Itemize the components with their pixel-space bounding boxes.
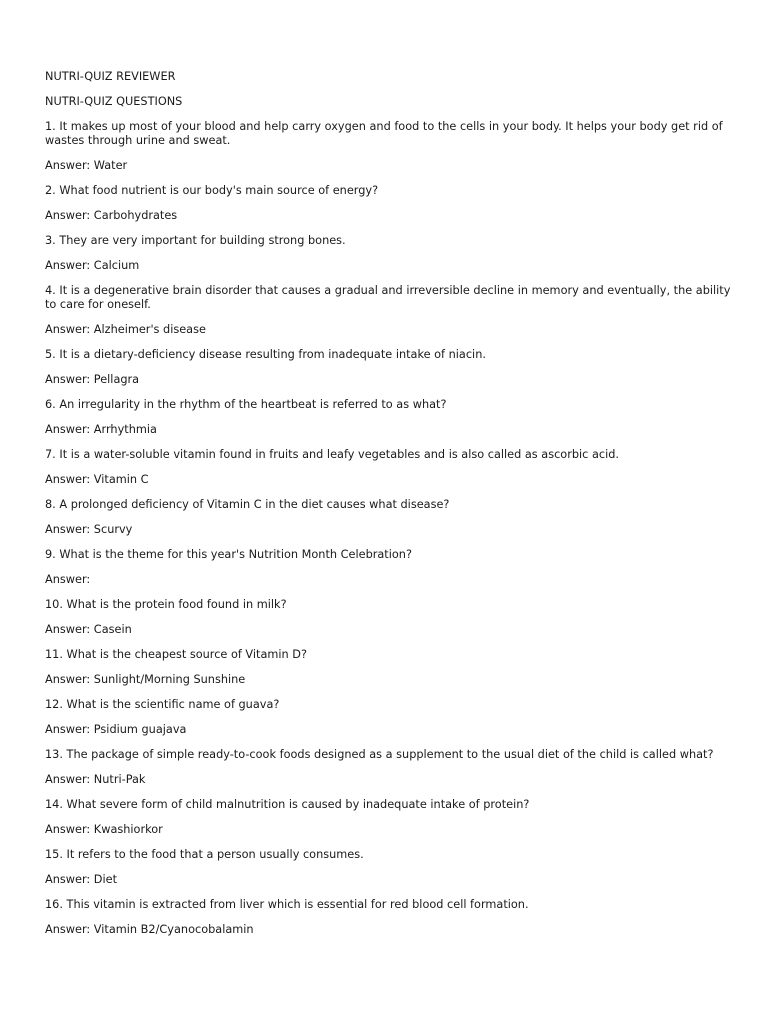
answer-14: Answer: Kwashiorkor xyxy=(45,823,163,836)
answer-13: Answer: Nutri-Pak xyxy=(45,773,146,786)
question-11: 11. What is the cheapest source of Vitamin D? xyxy=(45,648,307,661)
question-7: 7. It is a water-soluble vitamin found in fruits and leafy vegetables and is also called as ascorbic acid. xyxy=(45,448,620,461)
answer-11: Answer: Sunlight/Morning Sunshine xyxy=(45,673,246,686)
question-14: 14. What severe form of child malnutrition is caused by inadequate intake of protein? xyxy=(45,798,530,811)
question-5: 5. It is a dietary-deficiency disease resulting from inadequate intake of niacin. xyxy=(45,348,486,361)
answer-16: Answer: Vitamin B2/Cyanocobalamin xyxy=(45,923,254,936)
question-2: 2. What food nutrient is our body's main source of energy? xyxy=(45,184,379,197)
answer-5: Answer: Pellagra xyxy=(45,373,140,386)
question-10: 10. What is the protein food found in milk? xyxy=(45,598,287,611)
question-9: 9. What is the theme for this year's Nutrition Month Celebration? xyxy=(45,548,412,561)
question-8: 8. A prolonged deficiency of Vitamin C in the diet causes what disease? xyxy=(45,498,450,511)
answer-1: Answer: Water xyxy=(45,159,128,172)
answer-6: Answer: Arrhythmia xyxy=(45,423,157,436)
answer-4: Answer: Alzheimer's disease xyxy=(45,323,206,336)
question-16: 16. This vitamin is extracted from liver which is essential for red blood cell formation. xyxy=(45,898,529,911)
document-page xyxy=(45,70,735,948)
document-subtitle: NUTRI-QUIZ QUESTIONS xyxy=(45,95,183,108)
question-6: 6. An irregularity in the rhythm of the heartbeat is referred to as what? xyxy=(45,398,447,411)
document-title: NUTRI-QUIZ REVIEWER xyxy=(45,70,176,83)
answer-9: Answer: xyxy=(45,573,91,586)
answer-3: Answer: Calcium xyxy=(45,259,140,272)
question-1: 1. It makes up most of your blood and help carry oxygen and food to the cells in your body. It helps your body get rid of wastes through urine and sweat. xyxy=(45,120,723,147)
question-4: 4. It is a degenerative brain disorder that causes a gradual and irreversible decline in memory and eventually, the ability to care for oneself. xyxy=(45,284,731,311)
answer-2: Answer: Carbohydrates xyxy=(45,209,178,222)
question-13: 13. The package of simple ready-to-cook foods designed as a supplement to the usual diet of the child is called what? xyxy=(45,748,714,761)
answer-12: Answer: Psidium guajava xyxy=(45,723,187,736)
question-12: 12. What is the scientific name of guava? xyxy=(45,698,280,711)
answer-8: Answer: Scurvy xyxy=(45,523,133,536)
qa-list xyxy=(45,120,735,937)
answer-7: Answer: Vitamin C xyxy=(45,473,149,486)
answer-15: Answer: Diet xyxy=(45,873,118,886)
answer-10: Answer: Casein xyxy=(45,623,132,636)
question-3: 3. They are very important for building strong bones. xyxy=(45,234,346,247)
question-15: 15. It refers to the food that a person usually consumes. xyxy=(45,848,364,861)
